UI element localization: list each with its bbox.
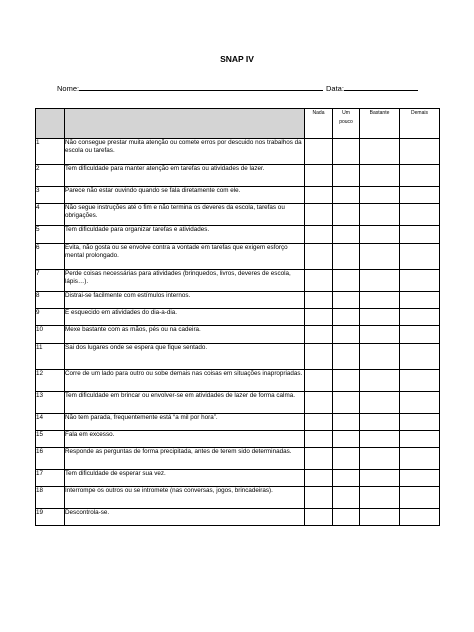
table-row xyxy=(36,309,440,326)
answer-cell-bastante[interactable] xyxy=(360,470,400,487)
answer-cell-um-pouco[interactable] xyxy=(333,414,360,431)
answer-cell-demais[interactable] xyxy=(400,270,440,292)
column-header-demais: Demais xyxy=(400,109,440,139)
date-label: Data: xyxy=(326,84,344,93)
answer-cell-nada[interactable] xyxy=(305,204,333,226)
table-row xyxy=(36,509,440,526)
item-text: Não tem parada, frequentemente está “a mil por hora”. xyxy=(65,414,305,431)
answer-cell-bastante[interactable] xyxy=(360,370,400,392)
answer-cell-bastante[interactable] xyxy=(360,139,400,165)
answer-cell-um-pouco[interactable] xyxy=(333,187,360,204)
name-label: Nome: xyxy=(57,84,80,93)
answer-cell-nada[interactable] xyxy=(305,509,333,526)
answer-cell-bastante[interactable] xyxy=(360,244,400,270)
item-text: Não consegue prestar muita atenção ou comete erros por descuido nos trabalhos da escola ou tarefas. xyxy=(65,139,305,165)
table-row xyxy=(36,244,440,270)
answer-cell-nada[interactable] xyxy=(305,292,333,309)
item-text: Fala em excesso. xyxy=(65,431,305,448)
item-text: Não segue instruções até o fim e não termina os deveres da escola, tarefas ou obrigações. xyxy=(65,204,305,226)
answer-cell-um-pouco[interactable] xyxy=(333,509,360,526)
answer-cell-demais[interactable] xyxy=(400,326,440,344)
table-row xyxy=(36,165,440,187)
answer-cell-um-pouco[interactable] xyxy=(333,309,360,326)
answer-cell-nada[interactable] xyxy=(305,414,333,431)
answer-cell-nada[interactable] xyxy=(305,270,333,292)
table-row xyxy=(36,392,440,414)
answer-cell-um-pouco[interactable] xyxy=(333,244,360,270)
answer-cell-bastante[interactable] xyxy=(360,309,400,326)
item-number: 6 xyxy=(36,244,65,270)
item-number: 2 xyxy=(36,165,65,187)
answer-cell-bastante[interactable] xyxy=(360,226,400,244)
answer-cell-um-pouco[interactable] xyxy=(333,370,360,392)
date-field[interactable] xyxy=(326,82,418,93)
table-row xyxy=(36,414,440,431)
answer-cell-um-pouco[interactable] xyxy=(333,204,360,226)
form-title: SNAP IV xyxy=(220,54,254,64)
answer-cell-bastante[interactable] xyxy=(360,326,400,344)
item-text: Tem dificuldade em brincar ou envolver-se em atividades de lazer de forma calma. xyxy=(65,392,305,414)
answer-cell-um-pouco[interactable] xyxy=(333,431,360,448)
answer-cell-bastante[interactable] xyxy=(360,187,400,204)
table-row xyxy=(36,270,440,292)
answer-cell-demais[interactable] xyxy=(400,292,440,309)
table-row xyxy=(36,370,440,392)
answer-cell-um-pouco[interactable] xyxy=(333,392,360,414)
answer-cell-nada[interactable] xyxy=(305,187,333,204)
date-blank-line[interactable] xyxy=(344,82,418,91)
item-text: Perde coisas necessárias para atividades (brinquedos, livros, deveres de escola, lápis…). xyxy=(65,270,305,292)
item-number: 13 xyxy=(36,392,65,414)
item-text: Evita, não gosta ou se envolve contra a vontade em tarefas que exigem esforço mental prolongado. xyxy=(65,244,305,270)
answer-cell-nada[interactable] xyxy=(305,165,333,187)
answer-cell-bastante[interactable] xyxy=(360,414,400,431)
table-row xyxy=(36,470,440,487)
answer-cell-demais[interactable] xyxy=(400,370,440,392)
column-header-um-pouco xyxy=(333,109,360,139)
name-field[interactable] xyxy=(57,82,323,93)
column-header-bastante: Bastante xyxy=(360,109,400,139)
answer-cell-um-pouco[interactable] xyxy=(333,270,360,292)
answer-cell-nada[interactable] xyxy=(305,487,333,509)
answer-cell-demais[interactable] xyxy=(400,344,440,370)
item-text: Interrompe os outros ou se intromete (nas conversas, jogos, brincadeiras). xyxy=(65,487,305,509)
answer-cell-nada[interactable] xyxy=(305,392,333,414)
header-item-cell xyxy=(65,109,305,139)
answer-cell-nada[interactable] xyxy=(305,344,333,370)
answer-cell-nada[interactable] xyxy=(305,448,333,470)
item-text: Tem dificuldade de esperar sua vez. xyxy=(65,470,305,487)
item-number: 4 xyxy=(36,204,65,226)
item-number: 14 xyxy=(36,414,65,431)
answer-cell-demais[interactable] xyxy=(400,244,440,270)
answer-cell-bastante[interactable] xyxy=(360,292,400,309)
answer-cell-um-pouco[interactable] xyxy=(333,448,360,470)
item-text: Corre de um lado para outro ou sobe demais nas coisas em situações inapropriadas. xyxy=(65,370,305,392)
item-number: 12 xyxy=(36,370,65,392)
table-row xyxy=(36,187,440,204)
item-text: Parece não estar ouvindo quando se fala diretamente com ele. xyxy=(65,187,305,204)
item-number: 1 xyxy=(36,139,65,165)
item-text: Tem dificuldade para organizar tarefas e atividades. xyxy=(65,226,305,244)
answer-cell-demais[interactable] xyxy=(400,187,440,204)
answer-cell-demais[interactable] xyxy=(400,414,440,431)
item-number: 7 xyxy=(36,270,65,292)
answer-cell-demais[interactable] xyxy=(400,431,440,448)
table-row xyxy=(36,226,440,244)
item-text: Distrai-se facilmente com estímulos internos. xyxy=(65,292,305,309)
answer-cell-um-pouco[interactable] xyxy=(333,165,360,187)
answer-cell-demais[interactable] xyxy=(400,309,440,326)
item-text: Descontrola-se. xyxy=(65,509,305,526)
table-row xyxy=(36,292,440,309)
answer-cell-nada[interactable] xyxy=(305,370,333,392)
answer-cell-nada[interactable] xyxy=(305,244,333,270)
item-number: 3 xyxy=(36,187,65,204)
item-number: 11 xyxy=(36,344,65,370)
item-number: 17 xyxy=(36,470,65,487)
answer-cell-demais[interactable] xyxy=(400,165,440,187)
table-row xyxy=(36,344,440,370)
answer-cell-bastante[interactable] xyxy=(360,204,400,226)
table-row xyxy=(36,326,440,344)
answer-cell-um-pouco[interactable] xyxy=(333,226,360,244)
item-number: 5 xyxy=(36,226,65,244)
answer-cell-um-pouco[interactable] xyxy=(333,470,360,487)
table-header-row xyxy=(36,109,440,139)
item-text: Mexe bastante com as mãos, pés ou na cadeira. xyxy=(65,326,305,344)
answer-cell-demais[interactable] xyxy=(400,392,440,414)
table-row xyxy=(36,139,440,165)
answer-cell-bastante[interactable] xyxy=(360,165,400,187)
answer-cell-nada[interactable] xyxy=(305,226,333,244)
answer-cell-nada[interactable] xyxy=(305,431,333,448)
answer-cell-bastante[interactable] xyxy=(360,431,400,448)
item-text: Sai dos lugares onde se espera que fique sentado. xyxy=(65,344,305,370)
item-number: 8 xyxy=(36,292,65,309)
answer-cell-nada[interactable] xyxy=(305,309,333,326)
name-blank-line[interactable] xyxy=(79,82,323,91)
item-number: 18 xyxy=(36,487,65,509)
answer-cell-bastante[interactable] xyxy=(360,448,400,470)
answer-cell-demais[interactable] xyxy=(400,448,440,470)
answer-cell-bastante[interactable] xyxy=(360,270,400,292)
answer-cell-bastante[interactable] xyxy=(360,487,400,509)
answer-cell-demais[interactable] xyxy=(400,487,440,509)
answer-cell-bastante[interactable] xyxy=(360,392,400,414)
table-row xyxy=(36,431,440,448)
answer-cell-um-pouco[interactable] xyxy=(333,139,360,165)
um-pouco-label: Um pouco xyxy=(339,110,353,125)
table-row xyxy=(36,448,440,470)
header-num-cell xyxy=(36,109,65,139)
snap-iv-table xyxy=(35,108,440,526)
answer-cell-nada[interactable] xyxy=(305,139,333,165)
answer-cell-nada[interactable] xyxy=(305,326,333,344)
item-text: É esquecido em atividades do dia-a-dia. xyxy=(65,309,305,326)
item-number: 15 xyxy=(36,431,65,448)
item-text: Tem dificuldade para manter atenção em tarefas ou atividades de lazer. xyxy=(65,165,305,187)
item-number: 10 xyxy=(36,326,65,344)
answer-cell-demais[interactable] xyxy=(400,204,440,226)
answer-cell-demais[interactable] xyxy=(400,470,440,487)
answer-cell-um-pouco[interactable] xyxy=(333,487,360,509)
answer-cell-um-pouco[interactable] xyxy=(333,344,360,370)
item-text: Responde as perguntas de forma precipitada, antes de terem sido determinadas. xyxy=(65,448,305,470)
column-header-nada: Nada xyxy=(305,109,333,139)
answer-cell-bastante[interactable] xyxy=(360,509,400,526)
answer-cell-bastante[interactable] xyxy=(360,344,400,370)
item-number: 19 xyxy=(36,509,65,526)
item-number: 16 xyxy=(36,448,65,470)
answer-cell-demais[interactable] xyxy=(400,509,440,526)
table-row xyxy=(36,204,440,226)
answer-cell-um-pouco[interactable] xyxy=(333,292,360,309)
answer-cell-demais[interactable] xyxy=(400,139,440,165)
table-row xyxy=(36,487,440,509)
item-number: 9 xyxy=(36,309,65,326)
answer-cell-um-pouco[interactable] xyxy=(333,326,360,344)
answer-cell-nada[interactable] xyxy=(305,470,333,487)
answer-cell-demais[interactable] xyxy=(400,226,440,244)
